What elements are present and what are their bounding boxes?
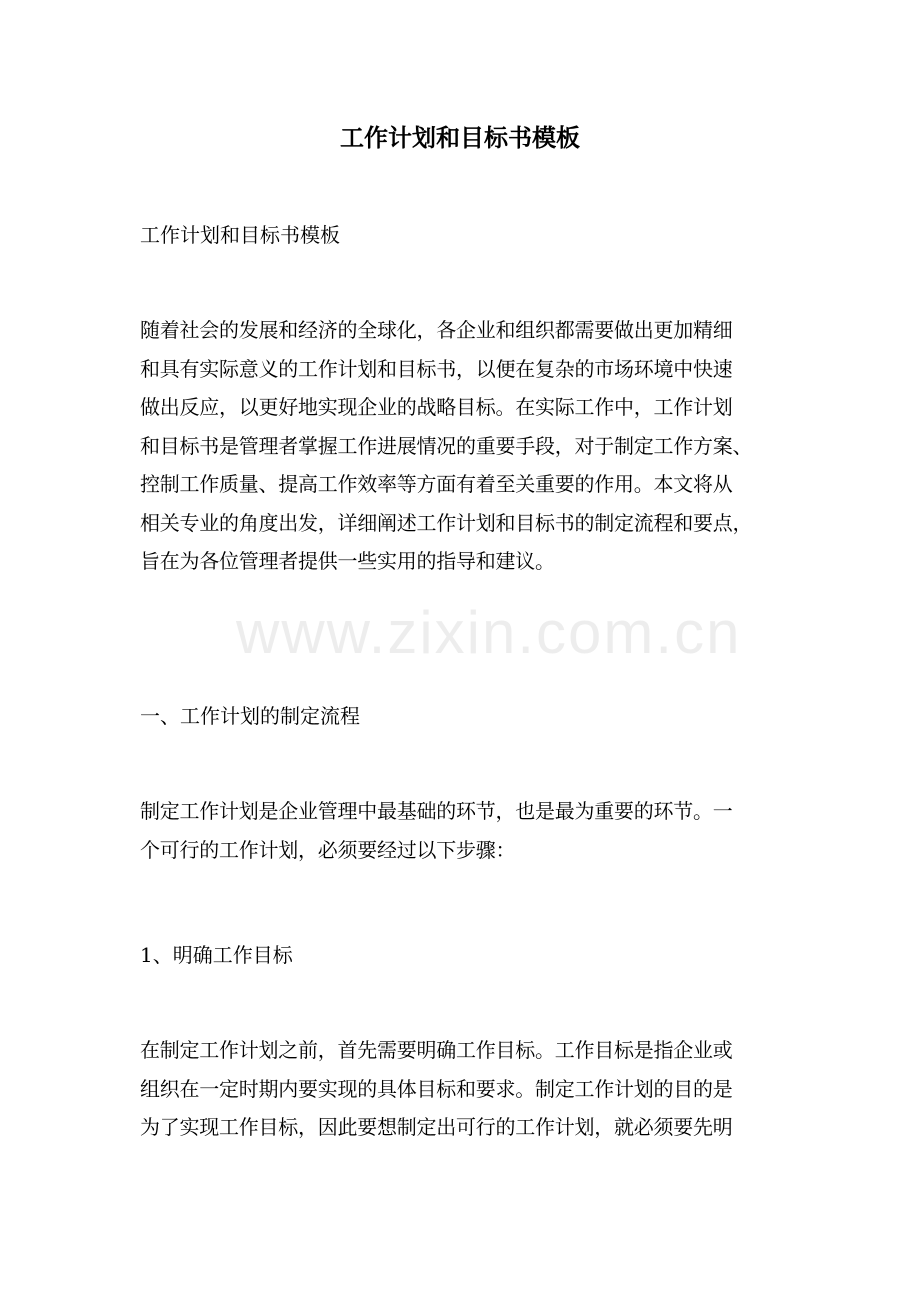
step-heading: 1、明确工作目标	[140, 943, 293, 967]
watermark: www.zixin.com.cn	[236, 599, 742, 666]
paragraph-line: 为了实现工作目标，因此要想制定出可行的工作计划，就必须要先明	[140, 1115, 733, 1139]
paragraph-line: 组织在一定时期内要实现的具体目标和要求。制定工作计划的目的是	[140, 1076, 733, 1101]
paragraph-line: 旨在为各位管理者提供一些实用的指导和建议。	[140, 549, 555, 573]
intro-paragraph	[140, 311, 788, 581]
document-subtitle: 工作计划和目标书模板	[140, 223, 340, 247]
section-paragraph	[140, 792, 788, 869]
document-title: 工作计划和目标书模板	[340, 123, 580, 152]
paragraph-line: 个可行的工作计划，必须要经过以下步骤：	[140, 837, 516, 862]
paragraph-line: 随着社会的发展和经济的全球化，各企业和组织都需要做出更加精细	[140, 318, 733, 342]
paragraph-line: 和目标书是管理者掌握工作进展情况的重要手段，对于制定工作方案、	[140, 433, 753, 458]
paragraph-line: 在制定工作计划之前，首先需要明确工作目标。工作目标是指企业或	[140, 1038, 733, 1062]
paragraph-line: 相关专业的角度出发，详细阐述工作计划和目标书的制定流程和要点，	[140, 510, 753, 535]
paragraph-line: 制定工作计划是企业管理中最基础的环节，也是最为重要的环节。一	[140, 799, 733, 823]
section-heading: 一、工作计划的制定流程	[140, 704, 360, 728]
paragraph-line: 和具有实际意义的工作计划和目标书，以便在复杂的市场环境中快速	[140, 356, 733, 381]
step-paragraph	[140, 1031, 788, 1147]
paragraph-line: 控制工作质量、提高工作效率等方面有着至关重要的作用。本文将从	[140, 472, 733, 496]
paragraph-line: 做出反应，以更好地实现企业的战略目标。在实际工作中，工作计划	[140, 395, 733, 419]
